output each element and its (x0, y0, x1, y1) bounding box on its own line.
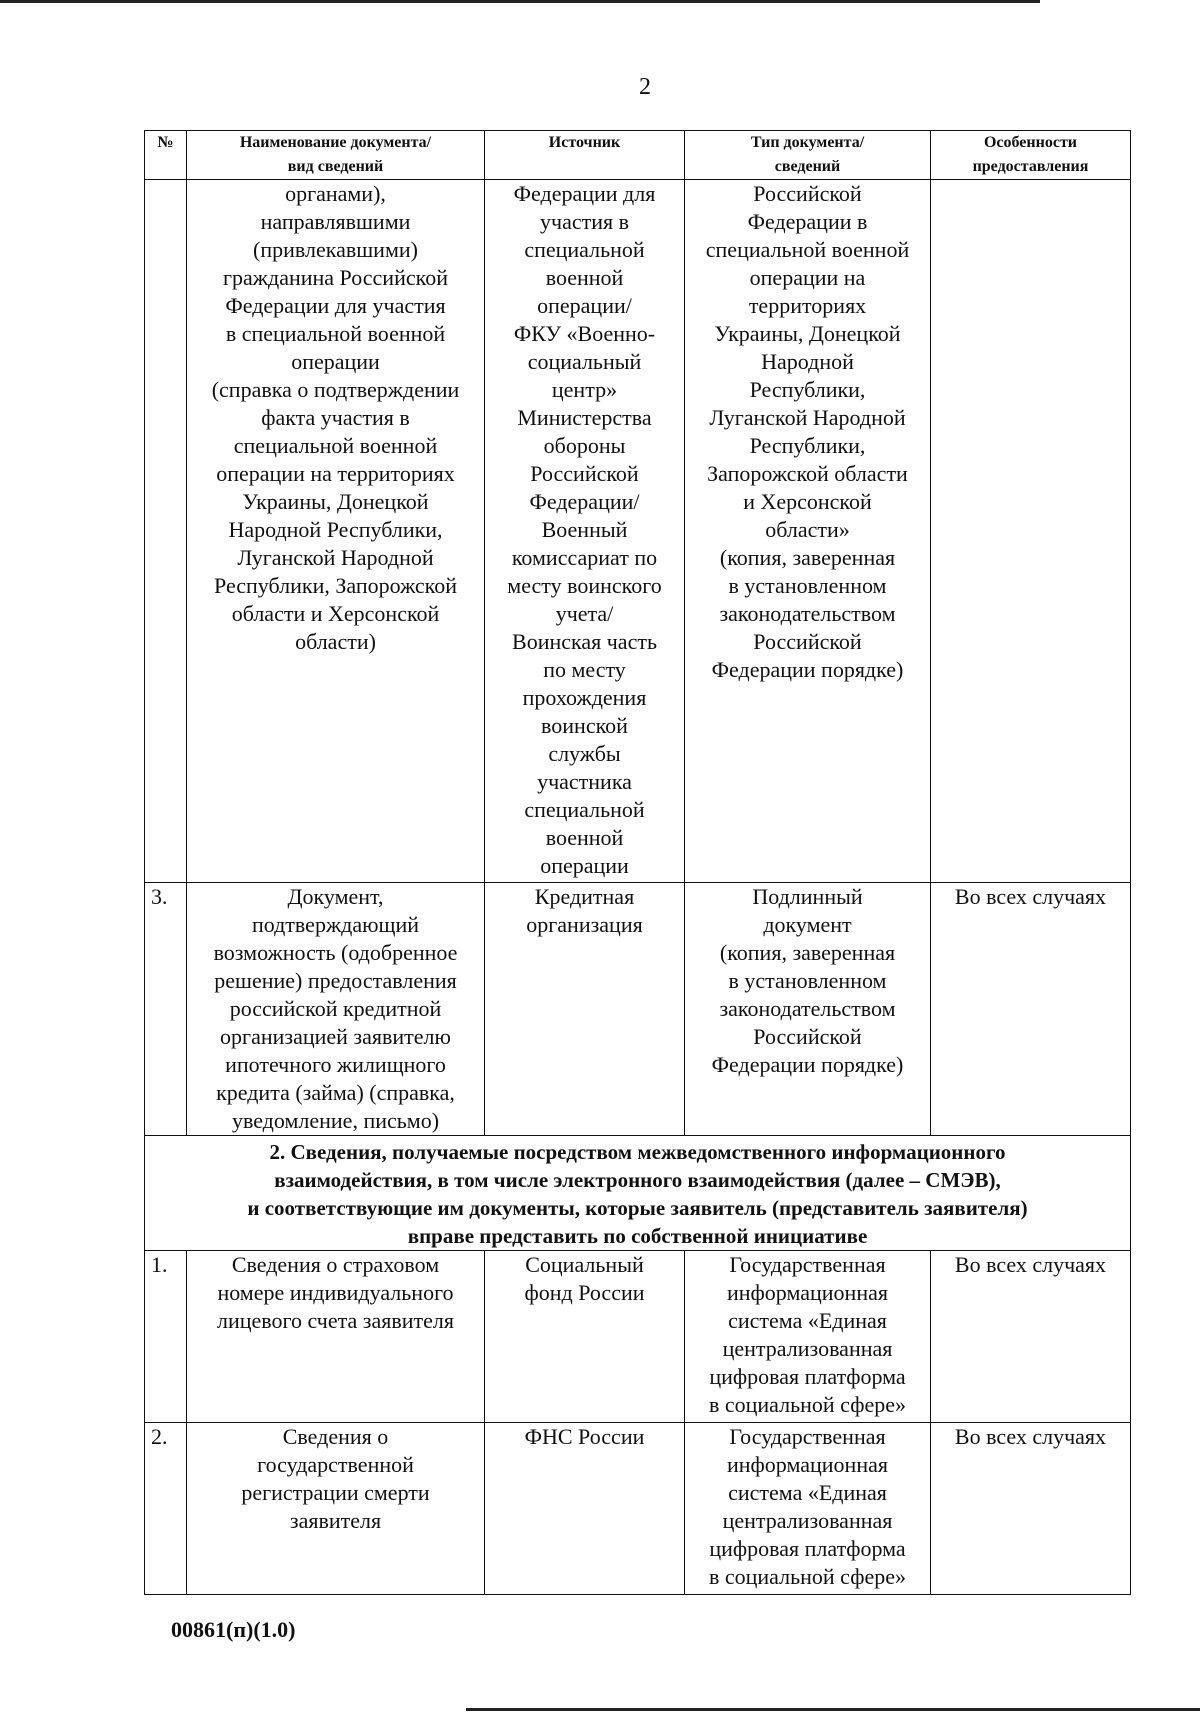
source-cell: Федерации для участия в специальной военной операции/ ФКУ «Военно- социальный центр» Министерства обороны Российской Федерации/ Военный комиссариат по месту воинского учета/ Воинская часть по месту прохождения воинской службы участника специальной военной операции (485, 180, 685, 883)
table-row-s2-1 (145, 1251, 1131, 1423)
terms-cell (931, 180, 1131, 883)
source-cell: Кредитная организация (485, 883, 685, 1136)
page-number: 2 (639, 74, 651, 100)
header-document-type: Тип документа/ сведений (685, 131, 931, 180)
document-type-cell: Государственная информационная система «Единая централизованная цифровая платформа в социальной сфере» (685, 1251, 931, 1423)
document-name-cell: Сведения о страховом номере индивидуального лицевого счета заявителя (187, 1251, 485, 1423)
header-number: № (145, 131, 187, 180)
table-row-continued (145, 180, 1131, 883)
source-cell: ФНС России (485, 1423, 685, 1595)
document-name-cell: Сведения о государственной регистрации смерти заявителя (187, 1423, 485, 1595)
header-document-name: Наименование документа/ вид сведений (187, 131, 485, 180)
source-cell: Социальный фонд России (485, 1251, 685, 1423)
row-number: 2. (145, 1423, 187, 1595)
document-name-cell: Документ, подтверждающий возможность (одобренное решение) предоставления российской кредитной организацией заявителю ипотечного жилищного кредита (займа) (справка, уведомление, письмо) (187, 883, 485, 1136)
document-type-cell: Российской Федерации в специальной военной операции на территориях Украины, Донецкой Народной Республики, Луганской Народной Республики, Запорожской области и Херсонской области» (копия, заверенная в установленном законодательством Российской Федерации порядке) (685, 180, 931, 883)
row-number: 3. (145, 883, 187, 1136)
terms-cell: Во всех случаях (931, 883, 1131, 1136)
top-scan-border (0, 0, 1040, 3)
documents-table (144, 130, 1131, 1595)
table-header-row (145, 131, 1131, 180)
section-2-heading-row (145, 1136, 1131, 1251)
bottom-scan-border (466, 1708, 1200, 1711)
document-type-cell: Государственная информационная система «Единая централизованная цифровая платформа в социальной сфере» (685, 1423, 931, 1595)
section-2-heading: 2. Сведения, получаемые посредством межведомственного информационного взаимодействия, в том числе электронного взаимодействия (далее – СМЭВ), и соответствующие им документы, которые заявитель (представитель заявителя) вправе представить по собственной инициативе (145, 1136, 1131, 1251)
row-number: 1. (145, 1251, 187, 1423)
header-source: Источник (485, 131, 685, 180)
document-type-cell: Подлинный документ (копия, заверенная в установленном законодательством Российской Федерации порядке) (685, 883, 931, 1136)
row-number (145, 180, 187, 883)
table-row-3 (145, 883, 1131, 1136)
document-code: 00861(п)(1.0) (171, 1617, 296, 1642)
terms-cell: Во всех случаях (931, 1423, 1131, 1595)
terms-cell: Во всех случаях (931, 1251, 1131, 1423)
header-terms: Особенности предоставления (931, 131, 1131, 180)
document-name-cell: органами), направлявшими (привлекавшими) гражданина Российской Федерации для участия в специальной военной операции (справка о подтверждении факта участия в специальной военной операции на территориях Украины, Донецкой Народной Республики, Луганской Народной Республики, Запорожской области и Херсонской области) (187, 180, 485, 883)
table-row-s2-2 (145, 1423, 1131, 1595)
